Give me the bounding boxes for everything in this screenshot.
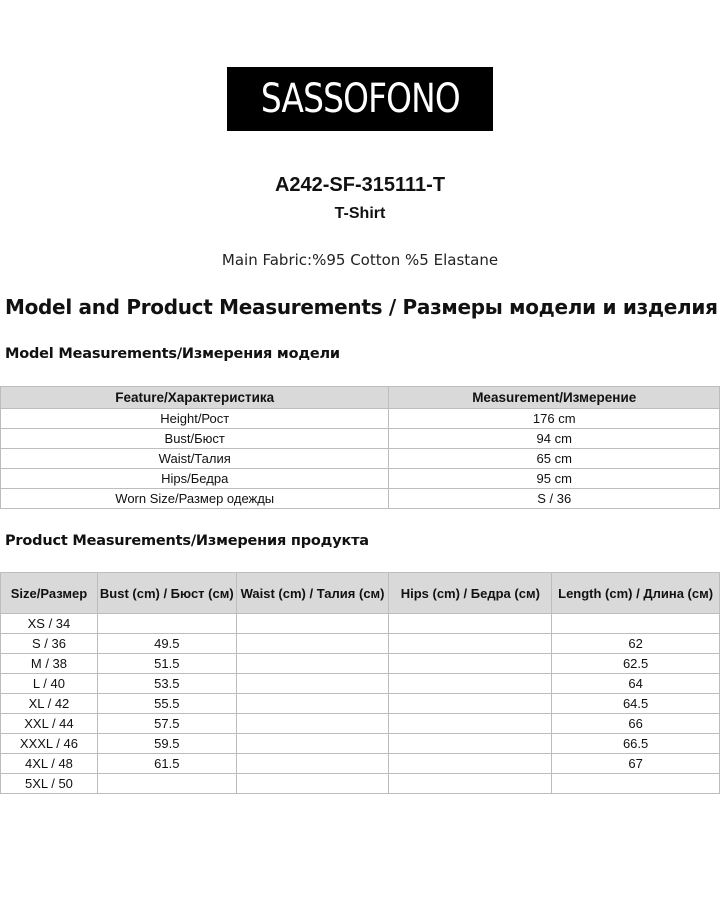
table-cell xyxy=(236,774,389,794)
table-cell: 61.5 xyxy=(97,754,236,774)
table-row xyxy=(1,634,720,654)
table-cell xyxy=(236,614,389,634)
table-cell xyxy=(97,774,236,794)
table-cell xyxy=(236,694,389,714)
table-cell xyxy=(389,674,552,694)
table-cell xyxy=(389,614,552,634)
model-measurements-table xyxy=(0,386,720,509)
table-cell xyxy=(236,714,389,734)
table-row xyxy=(1,489,720,509)
product-type: T-Shirt xyxy=(334,205,386,222)
table-cell: 67 xyxy=(552,754,720,774)
table-cell: XXL / 44 xyxy=(1,714,98,734)
table-cell xyxy=(236,734,389,754)
table-cell: 4XL / 48 xyxy=(1,754,98,774)
table-row xyxy=(1,409,720,429)
model-measurements-heading: Model Measurements/Измерения модели xyxy=(5,346,340,362)
table-cell: XS / 34 xyxy=(1,614,98,634)
table-cell xyxy=(236,674,389,694)
table-cell: S / 36 xyxy=(389,489,720,509)
fabric-composition: Main Fabric:%95 Cotton %5 Elastane xyxy=(221,251,499,269)
table-row xyxy=(1,714,720,734)
table-cell: Waist/Талия xyxy=(1,449,389,469)
table-cell: 49.5 xyxy=(97,634,236,654)
table-row xyxy=(1,469,720,489)
table-header-row xyxy=(1,387,720,409)
table-cell xyxy=(97,614,236,634)
table-cell: 94 cm xyxy=(389,429,720,449)
column-header: Bust (cm) / Бюст (см) xyxy=(97,573,236,614)
column-header: Length (cm) / Длина (см) xyxy=(552,573,720,614)
table-cell: 5XL / 50 xyxy=(1,774,98,794)
table-cell: Hips/Бедра xyxy=(1,469,389,489)
table-cell xyxy=(389,714,552,734)
table-cell xyxy=(389,694,552,714)
table-row xyxy=(1,614,720,634)
table-cell: 176 cm xyxy=(389,409,720,429)
table-cell xyxy=(236,654,389,674)
table-row xyxy=(1,734,720,754)
table-cell: 65 cm xyxy=(389,449,720,469)
table-cell: 66.5 xyxy=(552,734,720,754)
table-cell: 64.5 xyxy=(552,694,720,714)
table-cell: 64 xyxy=(552,674,720,694)
product-measurements-heading: Product Measurements/Измерения продукта xyxy=(5,533,369,549)
table-row xyxy=(1,694,720,714)
table-row xyxy=(1,429,720,449)
column-header: Feature/Характеристика xyxy=(1,387,389,409)
table-cell: 57.5 xyxy=(97,714,236,734)
column-header: Measurement/Измерение xyxy=(389,387,720,409)
table-cell: 95 cm xyxy=(389,469,720,489)
table-cell: 55.5 xyxy=(97,694,236,714)
table-cell: 51.5 xyxy=(97,654,236,674)
table-cell: S / 36 xyxy=(1,634,98,654)
table-cell xyxy=(389,754,552,774)
table-cell xyxy=(389,734,552,754)
table-cell xyxy=(552,614,720,634)
table-cell xyxy=(389,654,552,674)
column-header: Hips (cm) / Бедра (см) xyxy=(389,573,552,614)
column-header: Size/Размер xyxy=(1,573,98,614)
table-cell: 53.5 xyxy=(97,674,236,694)
brand-logo xyxy=(227,67,493,131)
table-cell: XXXL / 46 xyxy=(1,734,98,754)
table-row xyxy=(1,674,720,694)
main-heading: Model and Product Measurements / Размеры модели и изделия xyxy=(5,295,718,319)
column-header: Waist (cm) / Талия (см) xyxy=(236,573,389,614)
table-row xyxy=(1,654,720,674)
product-code: A242-SF-315111-T xyxy=(274,174,446,196)
product-measurements-table xyxy=(0,572,720,794)
table-cell: Worn Size/Размер одежды xyxy=(1,489,389,509)
table-cell: Height/Рост xyxy=(1,409,389,429)
table-cell: Bust/Бюст xyxy=(1,429,389,449)
table-cell: 66 xyxy=(552,714,720,734)
table-cell xyxy=(236,634,389,654)
table-cell: XL / 42 xyxy=(1,694,98,714)
table-cell: L / 40 xyxy=(1,674,98,694)
table-cell xyxy=(552,774,720,794)
table-cell xyxy=(389,774,552,794)
table-cell: 62 xyxy=(552,634,720,654)
table-row xyxy=(1,449,720,469)
table-row xyxy=(1,754,720,774)
table-row xyxy=(1,774,720,794)
brand-logo-text: SASSOFONO xyxy=(260,76,460,122)
table-cell: 62.5 xyxy=(552,654,720,674)
table-cell xyxy=(236,754,389,774)
table-cell xyxy=(389,634,552,654)
table-header-row xyxy=(1,573,720,614)
table-cell: 59.5 xyxy=(97,734,236,754)
table-cell: M / 38 xyxy=(1,654,98,674)
